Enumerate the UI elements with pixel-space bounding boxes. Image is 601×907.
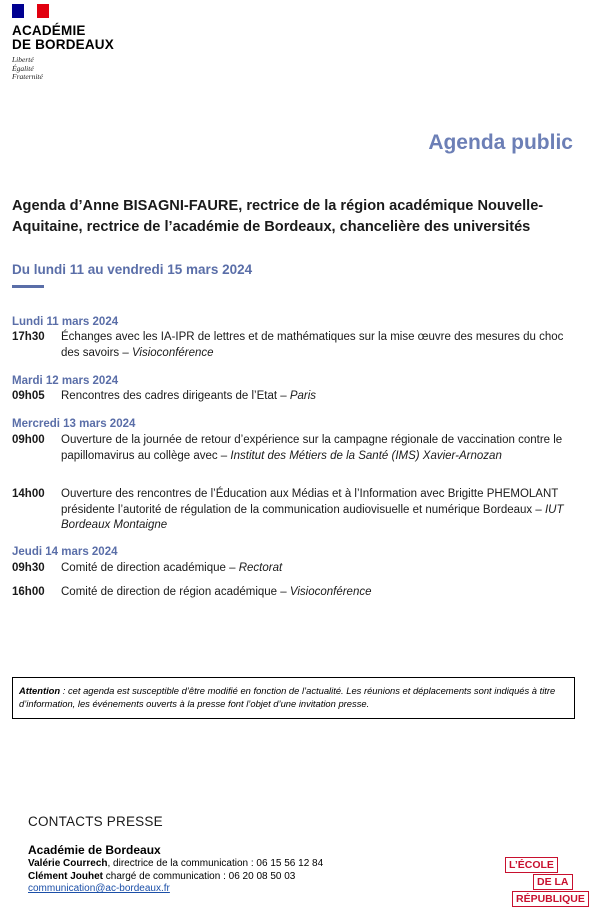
notice-text: : cet agenda est susceptible d’être modifié en fonction de l’actualité. Les réunions et déplacements sont indiqués à titre d’information, les événements ouverts à la presse font l’objet d’une invitation presse. (19, 685, 556, 709)
press-contact (28, 858, 323, 869)
logo-motto (12, 56, 130, 82)
logo-name-line-1: ACADÉMIE (12, 23, 86, 38)
press-organization: Académie de Bordeaux (28, 843, 161, 857)
event-description (61, 487, 571, 534)
event-description (61, 561, 571, 577)
day-label: Mardi 12 mars 2024 (12, 375, 119, 387)
motto-fraternite: Fraternité (12, 72, 43, 81)
contact-name: Clément Jouhet (28, 871, 104, 882)
day-label: Jeudi 14 mars 2024 (12, 546, 118, 558)
logo-name (12, 24, 130, 52)
logo-name-line-2: DE BORDEAUX (12, 37, 114, 52)
notice-label: Attention (19, 685, 61, 696)
event-description (61, 433, 571, 464)
period-underline (12, 285, 44, 288)
event-time: 16h00 (12, 586, 45, 598)
event-text: Ouverture de la journée de retour d’expérience sur la campagne régionale de vaccination contre le papillomavirus au collège avec – (61, 434, 563, 462)
document-title: Agenda public (428, 131, 573, 154)
ecole-logo-line-1: L’ÉCOLE (505, 857, 558, 873)
ecole-logo-line-3: RÉPUBLIQUE (512, 891, 589, 907)
press-contact (28, 871, 295, 882)
event-description (61, 330, 571, 361)
event-time: 17h30 (12, 331, 45, 343)
event-description (61, 389, 571, 405)
agenda-heading: Agenda d’Anne BISAGNI-FAURE, rectrice de la région académique Nouvelle-Aquitaine, rectrice de l’académie de Bordeaux, chancelière des universités (12, 198, 544, 235)
event-text: Comité de direction académique – (61, 562, 239, 574)
event-text: Comité de direction de région académique – (61, 586, 290, 598)
event-place: Visioconférence (289, 586, 372, 598)
press-email-link[interactable]: communication@ac-bordeaux.fr (28, 883, 170, 894)
day-label: Lundi 11 mars 2024 (12, 316, 119, 328)
event-description (61, 585, 571, 601)
event-place: Institut des Métiers de la Santé (IMS) Xavier-Arnozan (230, 449, 502, 462)
contacts-title: CONTACTS PRESSE (28, 814, 163, 829)
event-text: Échanges avec les IA-IPR de lettres et de mathématiques sur la mise œuvre des mesures du choc des savoirs – (61, 331, 564, 359)
contact-role: , directrice de la communication : 06 15 56 12 84 (107, 858, 324, 869)
motto-egalite: Égalité (12, 63, 34, 73)
ecole-logo-line-2: DE LA (533, 874, 573, 890)
event-place: Paris (289, 390, 317, 402)
day-label: Mercredi 13 mars 2024 (12, 418, 136, 430)
event-text: Rencontres des cadres dirigeants de l’Etat – (61, 390, 290, 402)
contact-role: chargé de communication : 06 20 08 50 03 (103, 871, 296, 882)
event-time: 14h00 (12, 488, 45, 500)
contact-name: Valérie Courrech (28, 858, 108, 869)
event-time: 09h00 (12, 434, 45, 446)
event-place: IUT Bordeaux Montaigne (61, 503, 564, 531)
attention-notice (12, 677, 575, 719)
event-time: 09h30 (12, 562, 45, 574)
event-place: Rectorat (238, 562, 283, 574)
french-flag-icon (12, 4, 49, 18)
academie-logo (12, 4, 130, 82)
ecole-republique-logo (505, 855, 595, 907)
period-label: Du lundi 11 au vendredi 15 mars 2024 (12, 262, 253, 277)
event-place: Visioconférence (131, 346, 214, 359)
event-text: Ouverture des rencontres de l’Éducation aux Médias et à l’Information avec Brigitte PHEMOLANT présidente l’autorité de régulation de la communication audiovisuelle et numérique Bordeaux – (61, 488, 559, 516)
event-time: 09h05 (12, 390, 45, 402)
motto-liberte: Liberté (12, 55, 34, 64)
